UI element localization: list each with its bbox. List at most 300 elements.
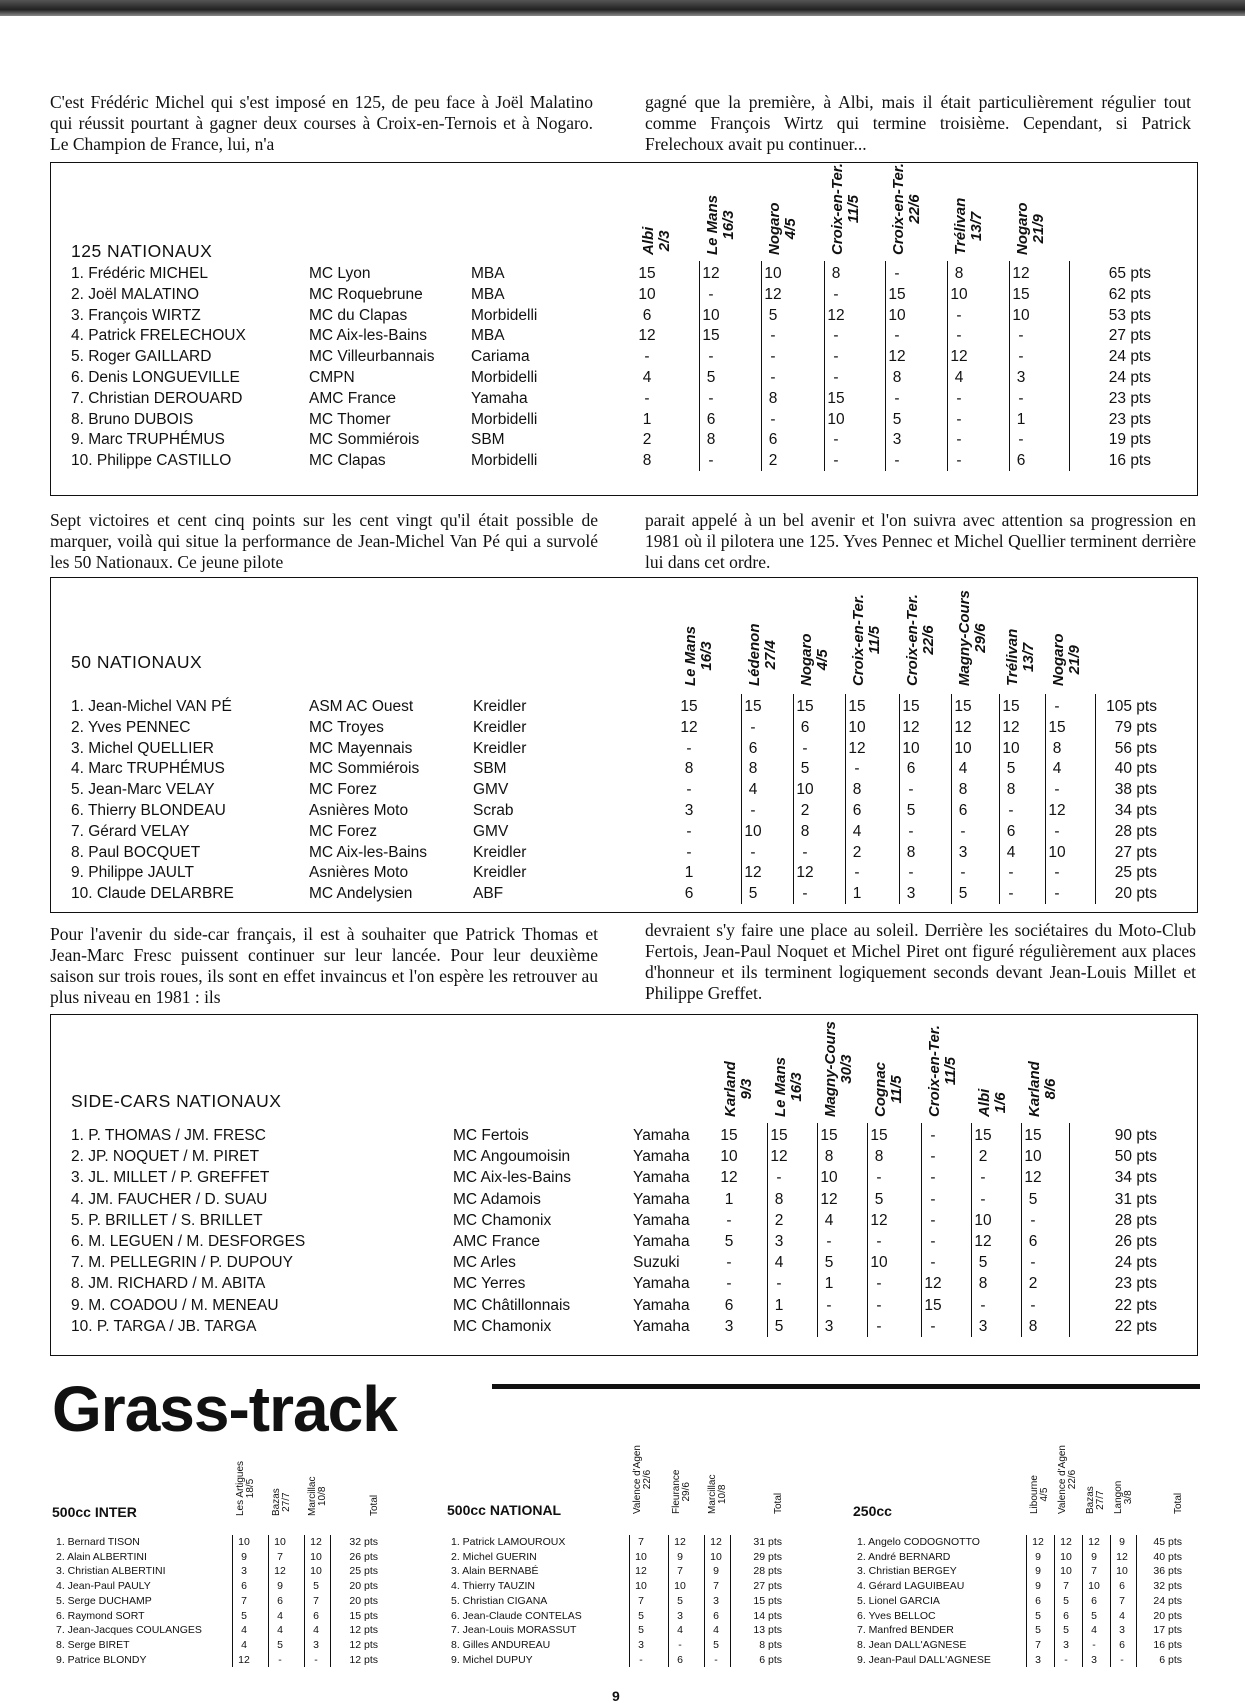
race-date: 4/5: [814, 649, 831, 671]
grass-race-score: 5: [1035, 1624, 1041, 1637]
race-score: 15: [820, 1127, 838, 1144]
rider-name: 8. JM. RICHARD / M. ABITA: [71, 1275, 266, 1293]
grass-table-row: [853, 1594, 1213, 1609]
race-score: -: [1054, 885, 1060, 903]
grass-race-score: 12: [710, 1536, 722, 1548]
page-number: 9: [612, 1688, 620, 1704]
race-venue: Croix-en-Ter.: [850, 594, 867, 686]
race-venue: Croix-en-Ter.: [829, 163, 846, 255]
race-score: 5: [800, 760, 810, 778]
race-score: -: [644, 348, 650, 366]
race-venue: Trélivan: [952, 197, 969, 255]
grass-race-header: [1030, 1475, 1050, 1514]
race-score: 12: [1002, 718, 1020, 736]
race-score: 8: [774, 1190, 784, 1208]
total-points: 38 pts: [1114, 781, 1157, 799]
race-score: 8: [768, 389, 778, 407]
grass-table-row: [52, 1623, 412, 1638]
race-venue: Croix-en-Ter.: [926, 1025, 943, 1117]
race-score: 5: [824, 1254, 834, 1272]
race-date: 22/6: [920, 625, 937, 655]
race-score: 6: [1006, 822, 1016, 840]
club-name: MC Troyes: [309, 718, 384, 736]
machine-make: Yamaha: [633, 1148, 690, 1166]
table-title: 50 NATIONAUX: [71, 652, 203, 672]
race-score: 5: [1006, 760, 1016, 778]
rider-name: 9. M. COADOU / M. MENEAU: [71, 1296, 279, 1314]
race-score: -: [956, 389, 962, 407]
club-name: ASM AC Ouest: [309, 698, 414, 715]
race-score: 4: [852, 822, 862, 840]
grass-rider-name: 2. Michel GUERIN: [451, 1550, 537, 1563]
race-score: -: [876, 1296, 882, 1314]
race-score: 10: [870, 1254, 888, 1272]
grass-race-score: 7: [1035, 1638, 1041, 1651]
race-score: 12: [680, 718, 698, 736]
grass-race-score: 9: [1091, 1550, 1097, 1563]
race-header: [1027, 1061, 1059, 1117]
table-row: [51, 821, 1197, 842]
grass-race-score: 6: [313, 1609, 319, 1622]
race-score: -: [908, 822, 914, 840]
grass-race-score: 6: [677, 1653, 683, 1666]
grass-race-score: -: [1092, 1638, 1096, 1651]
rider-name: 5. P. BRILLET / S. BRILLET: [71, 1211, 263, 1229]
machine-make: Morbidelli: [471, 452, 538, 470]
race-venue: Le Mans: [682, 625, 699, 686]
race-score: 2: [800, 802, 810, 819]
grass-rider-name: 1. Bernard TISON: [56, 1536, 140, 1548]
race-score: -: [750, 843, 756, 861]
grass-race-score: 10: [274, 1536, 286, 1548]
race-score: 3: [892, 431, 902, 449]
race-score: 6: [684, 885, 694, 903]
grass-total-points: 28 pts: [753, 1565, 782, 1578]
race-score: -: [930, 1169, 936, 1187]
grass-total-points: 20 pts: [349, 1594, 378, 1607]
machine-make: Kreidler: [473, 864, 527, 882]
machine-make: SBM: [471, 431, 505, 449]
grass-race-venue: Fleurance: [671, 1469, 682, 1514]
race-score: -: [750, 802, 756, 819]
grass-race-score: 5: [1063, 1624, 1069, 1637]
table-row: [51, 1146, 1197, 1167]
race-score: 12: [764, 285, 782, 303]
grass-race-venue: Libourne: [1029, 1475, 1040, 1514]
club-name: CMPN: [309, 369, 355, 386]
grass-race-score: 10: [1116, 1565, 1128, 1578]
grass-race-header: [1086, 1486, 1106, 1514]
club-name: MC Fertois: [453, 1127, 529, 1144]
race-score: -: [826, 1296, 832, 1314]
club-name: MC Andelysien: [309, 885, 413, 903]
machine-make: Kreidler: [473, 718, 527, 736]
race-score: -: [930, 1317, 936, 1335]
race-score: 8: [892, 369, 902, 386]
grass-table-row: [52, 1594, 412, 1609]
race-score: 2: [768, 452, 778, 470]
rider-name: 8. Paul BOCQUET: [71, 843, 201, 861]
race-score: 8: [906, 843, 916, 861]
intro-sidecar-left: Pour l'avenir du side-car français, il est à souhaiter que Patrick Thomas et Jean-Marc Fresc puissent continuer sur leur lancée. Pour leur deuxième saison sur trois roues, ils sont en effet invaincus et l'on espère les retrouver au plus niveau en 1981 : ils: [50, 924, 598, 1007]
grass-race-score: -: [714, 1653, 718, 1666]
table-row: [51, 325, 1197, 346]
rider-name: 1. P. THOMAS / JM. FRESC: [71, 1127, 266, 1144]
grass-race-score: 9: [1035, 1550, 1041, 1563]
race-score: 8: [642, 452, 652, 470]
grass-race-score: 12: [1032, 1536, 1044, 1548]
race-score: -: [1008, 885, 1014, 903]
machine-make: Morbidelli: [471, 369, 538, 386]
grass-race-score: 12: [635, 1565, 647, 1578]
race-score: 15: [796, 698, 814, 715]
race-header: [905, 594, 937, 686]
race-score: -: [876, 1169, 882, 1187]
grass-table-row: [52, 1535, 412, 1550]
race-header: [873, 1062, 905, 1117]
machine-make: Yamaha: [471, 389, 528, 407]
grass-total-points: 31 pts: [753, 1536, 782, 1548]
race-score: 12: [820, 1190, 838, 1208]
race-header: [851, 594, 883, 686]
machine-make: Suzuki: [633, 1254, 680, 1272]
grass-total-points: 12 pts: [349, 1653, 378, 1666]
table-row: [51, 263, 1197, 284]
grass-total-points: 26 pts: [349, 1550, 378, 1563]
race-score: 5: [748, 885, 758, 903]
race-score: -: [1030, 1211, 1036, 1229]
race-score: 5: [978, 1254, 988, 1272]
grass-rider-name: 3. Christian BERGEY: [857, 1565, 957, 1578]
race-venue: Trélivan: [1004, 628, 1021, 686]
race-score: 1: [774, 1296, 784, 1314]
grass-table-row: [447, 1609, 807, 1624]
race-score: -: [833, 452, 839, 470]
grass-race-score: 7: [241, 1594, 247, 1607]
machine-make: Morbidelli: [471, 306, 538, 324]
machine-make: Yamaha: [633, 1211, 690, 1229]
race-date: 16/3: [788, 1072, 805, 1102]
grass-table-row: [853, 1653, 1213, 1668]
table-row: [51, 1273, 1197, 1294]
grass-total-points: 15 pts: [753, 1594, 782, 1607]
grass-race-score: 7: [277, 1550, 283, 1563]
rider-name: 10. P. TARGA / JB. TARGA: [71, 1317, 257, 1335]
race-date: 16/3: [720, 210, 737, 240]
rider-name: 9. Philippe JAULT: [71, 864, 194, 882]
total-points: 62 pts: [1108, 285, 1151, 303]
grass-race-header: [308, 1477, 328, 1516]
grass-race-score: 12: [1060, 1536, 1072, 1548]
club-name: MC Châtillonnais: [453, 1296, 571, 1314]
grass-race-header: [633, 1445, 653, 1514]
club-name: MC Mayennais: [309, 739, 413, 757]
rider-name: 9. Marc TRUPHÉMUS: [71, 431, 225, 449]
grass-table-row: [447, 1638, 807, 1653]
race-score: 15: [954, 698, 972, 715]
grass-race-score: 4: [713, 1624, 719, 1637]
table-row: [51, 346, 1197, 367]
race-score: -: [956, 431, 962, 449]
grass-track-section-title: 500cc INTER: [52, 1504, 137, 1520]
grass-race-score: 5: [677, 1594, 683, 1607]
race-venue: Karland: [722, 1061, 739, 1117]
grass-total-points: 24 pts: [1153, 1594, 1182, 1607]
grass-race-score: 9: [677, 1550, 683, 1563]
grass-race-score: -: [639, 1653, 643, 1666]
club-name: MC Lyon: [309, 265, 371, 282]
race-score: -: [980, 1169, 986, 1187]
grass-race-score: 7: [1063, 1580, 1069, 1593]
grass-race-score: 10: [710, 1550, 722, 1563]
grass-race-venue: Marcillac: [307, 1476, 318, 1516]
rider-name: 7. Christian DEROUARD: [71, 389, 243, 407]
rider-name: 4. Marc TRUPHÉMUS: [71, 760, 225, 778]
total-points: 27 pts: [1114, 843, 1157, 861]
table-row: [51, 800, 1197, 821]
table-row: [51, 409, 1197, 430]
race-score: 1: [1016, 410, 1026, 428]
race-score: 12: [638, 327, 656, 345]
race-score: -: [708, 452, 714, 470]
grass-race-score: 5: [277, 1638, 283, 1651]
race-score: -: [686, 739, 692, 757]
table-row: [51, 842, 1197, 863]
race-score: 5: [774, 1317, 784, 1335]
grass-track-section-title: 500cc NATIONAL: [447, 1502, 562, 1518]
race-score: 8: [1052, 739, 1062, 757]
grass-table-row: [447, 1535, 807, 1550]
grass-race-date: 10/8: [317, 1486, 328, 1507]
race-score: -: [708, 285, 714, 303]
grass-track-rule: [492, 1384, 1200, 1389]
grass-table-row: [447, 1594, 807, 1609]
race-score: -: [770, 369, 776, 386]
total-points: 28 pts: [1114, 1211, 1157, 1229]
grass-race-score: 6: [241, 1580, 247, 1593]
grass-race-score: -: [678, 1638, 682, 1651]
grass-race-header: [708, 1475, 728, 1514]
race-score: 12: [954, 718, 972, 736]
total-points: 90 pts: [1114, 1127, 1157, 1144]
table-row: [51, 717, 1197, 738]
table-sidecars-nationaux: [50, 1014, 1198, 1356]
intro-125-right: gagné que la première, à Albi, mais il était particulièrement régulier tout comme François Wirtz qui termine troisième. Cependant, si Patrick Frelechoux avait pu continuer...: [645, 92, 1191, 154]
race-score: 12: [744, 864, 762, 882]
grass-table-row: [853, 1550, 1213, 1565]
race-score: -: [894, 265, 900, 282]
race-date: 21/9: [1066, 645, 1083, 675]
grass-race-score: -: [278, 1653, 282, 1666]
race-score: 2: [1028, 1275, 1038, 1293]
grass-total-points: 25 pts: [349, 1565, 378, 1578]
race-score: 15: [702, 327, 720, 345]
club-name: MC Clapas: [309, 452, 386, 470]
grass-race-score: 10: [310, 1550, 322, 1563]
race-score: 8: [684, 760, 694, 778]
race-score: 6: [800, 718, 810, 736]
grass-race-score: 3: [1035, 1653, 1041, 1666]
club-name: MC Aix-les-Bains: [309, 843, 427, 861]
grass-rider-name: 2. André BERNARD: [857, 1550, 951, 1563]
race-score: 10: [954, 739, 972, 757]
grass-rider-name: 9. Jean-Paul DALL'AGNESE: [857, 1653, 991, 1666]
club-name: Asnières Moto: [309, 802, 409, 819]
race-venue: Albi: [976, 1088, 993, 1117]
race-score: 10: [950, 285, 968, 303]
race-score: 6: [906, 760, 916, 778]
race-score: -: [770, 410, 776, 428]
club-name: MC Thomer: [309, 410, 391, 428]
race-score: 3: [774, 1233, 784, 1250]
race-score: -: [908, 781, 914, 799]
race-venue: Magny-Cours: [822, 1021, 839, 1117]
table-row: [51, 1189, 1197, 1210]
total-points: 34 pts: [1114, 802, 1157, 819]
race-header: [683, 626, 715, 686]
race-date: 9/3: [738, 1078, 755, 1100]
race-score: 10: [796, 781, 814, 799]
club-name: MC Sommiérois: [309, 431, 420, 449]
grass-race-score: 12: [1088, 1536, 1100, 1548]
grass-table-row: [447, 1623, 807, 1638]
grass-table-row: [447, 1579, 807, 1594]
grass-table-row: [447, 1550, 807, 1565]
table-row: [51, 1210, 1197, 1231]
race-score: -: [1008, 864, 1014, 882]
grass-race-score: 9: [277, 1580, 283, 1593]
race-score: 8: [954, 265, 964, 282]
race-score: -: [726, 1254, 732, 1272]
race-score: -: [833, 285, 839, 303]
grass-total-points: 29 pts: [753, 1550, 782, 1563]
grass-total-points: 13 pts: [753, 1624, 782, 1637]
race-score: 6: [724, 1296, 734, 1314]
machine-make: GMV: [473, 781, 509, 799]
grass-total-points: 32 pts: [349, 1536, 378, 1548]
race-score: 4: [774, 1254, 784, 1272]
grass-race-score: 6: [1063, 1609, 1069, 1622]
grass-rider-name: 4. Thierry TAUZIN: [451, 1580, 536, 1593]
race-score: 1: [824, 1275, 834, 1293]
grass-race-score: 7: [638, 1594, 644, 1607]
grass-race-venue: Valence d'Agen: [1057, 1445, 1068, 1514]
grass-race-date: 3/8: [1123, 1490, 1134, 1505]
grass-race-score: -: [314, 1653, 318, 1666]
race-score: 12: [1048, 802, 1066, 819]
race-date: 27/4: [762, 640, 779, 670]
grass-race-date: 18/5: [245, 1478, 256, 1499]
grass-race-date: 10/8: [717, 1484, 728, 1505]
race-score: 3: [1016, 369, 1026, 386]
grass-race-date: 27/7: [281, 1492, 292, 1512]
grass-rider-name: 1. Patrick LAMOUROUX: [451, 1536, 566, 1548]
total-points: 23 pts: [1114, 1275, 1157, 1293]
table-50-nationaux: [50, 577, 1198, 913]
race-score: 12: [1012, 265, 1030, 282]
race-score: 5: [874, 1190, 884, 1208]
race-score: -: [1018, 389, 1024, 407]
race-header: [953, 198, 985, 255]
race-score: 15: [827, 389, 845, 407]
race-score: 10: [848, 718, 866, 736]
race-score: 4: [824, 1211, 834, 1229]
grass-race-header: [1114, 1481, 1134, 1514]
machine-make: GMV: [473, 822, 509, 840]
race-score: 10: [974, 1211, 992, 1229]
race-venue: Nogaro: [1050, 633, 1067, 686]
race-score: -: [802, 885, 808, 903]
race-score: 15: [974, 1127, 992, 1144]
grass-total-points: 17 pts: [1153, 1624, 1182, 1637]
grass-rider-name: 3. Alain BERNABÉ: [451, 1565, 539, 1578]
race-score: 12: [924, 1275, 942, 1293]
table-row: [51, 1125, 1197, 1146]
race-score: -: [854, 760, 860, 778]
machine-make: Yamaha: [633, 1190, 690, 1208]
race-score: 10: [1048, 843, 1066, 861]
rider-name: 6. Denis LONGUEVILLE: [71, 369, 240, 386]
race-date: 11/5: [888, 1075, 905, 1104]
machine-make: MBA: [471, 285, 505, 303]
race-score: 6: [1028, 1233, 1038, 1250]
race-score: -: [876, 1233, 882, 1250]
grass-rider-name: 7. Jean-Louis MORASSUT: [451, 1624, 577, 1637]
club-name: MC Roquebrune: [309, 285, 423, 303]
table-row: [51, 779, 1197, 800]
race-date: 30/3: [838, 1054, 855, 1084]
machine-make: Yamaha: [633, 1296, 690, 1314]
race-score: 8: [831, 265, 841, 282]
grass-table-row: [447, 1564, 807, 1579]
race-venue: Cognac: [872, 1061, 889, 1117]
grass-race-score: 6: [1119, 1638, 1125, 1651]
total-points: 22 pts: [1114, 1296, 1157, 1314]
club-name: MC Villeurbannais: [309, 348, 435, 366]
race-score: 10: [820, 1169, 838, 1187]
grass-total-points: 15 pts: [349, 1609, 378, 1622]
grass-rider-name: 8. Jean DALL'AGNESE: [857, 1638, 967, 1651]
race-score: -: [833, 348, 839, 366]
race-score: 10: [1002, 739, 1020, 757]
grass-race-score: 7: [677, 1565, 683, 1578]
race-score: 10: [744, 822, 762, 840]
race-date: 13/7: [968, 211, 985, 241]
total-points: 50 pts: [1114, 1148, 1157, 1166]
total-points: 24 pts: [1114, 1254, 1157, 1272]
race-score: 8: [1028, 1317, 1038, 1335]
grass-race-score: 3: [1063, 1638, 1069, 1651]
grass-total-points: 12 pts: [349, 1624, 378, 1637]
grass-race-score: 7: [638, 1536, 644, 1548]
race-score: 5: [706, 369, 716, 386]
grass-rider-name: 1. Angelo CODOGNOTTO: [857, 1536, 980, 1548]
grass-race-score: 10: [1088, 1580, 1100, 1593]
rider-name: 4. JM. FAUCHER / D. SUAU: [71, 1190, 268, 1208]
race-score: -: [876, 1275, 882, 1293]
grass-race-date: 29/6: [681, 1482, 692, 1502]
total-points: 27 pts: [1108, 327, 1151, 345]
race-score: 4: [958, 760, 968, 778]
table-row: [51, 883, 1197, 904]
intro-sidecar-right: devraient s'y faire une place au soleil. Derrière les sociétaires du Moto-Club Fertois, Jean-Paul Noquet et Michel Piret ont figuré régulièrement aux places d'honneur et ils terminent logiquement seconds devant Jean-Louis Millet et Philippe Greffet.: [645, 920, 1196, 1003]
machine-make: Yamaha: [633, 1127, 690, 1144]
total-points: 53 pts: [1108, 306, 1151, 324]
race-score: -: [686, 822, 692, 840]
race-score: -: [1054, 822, 1060, 840]
race-score: -: [776, 1169, 782, 1187]
race-score: 5: [768, 306, 778, 324]
